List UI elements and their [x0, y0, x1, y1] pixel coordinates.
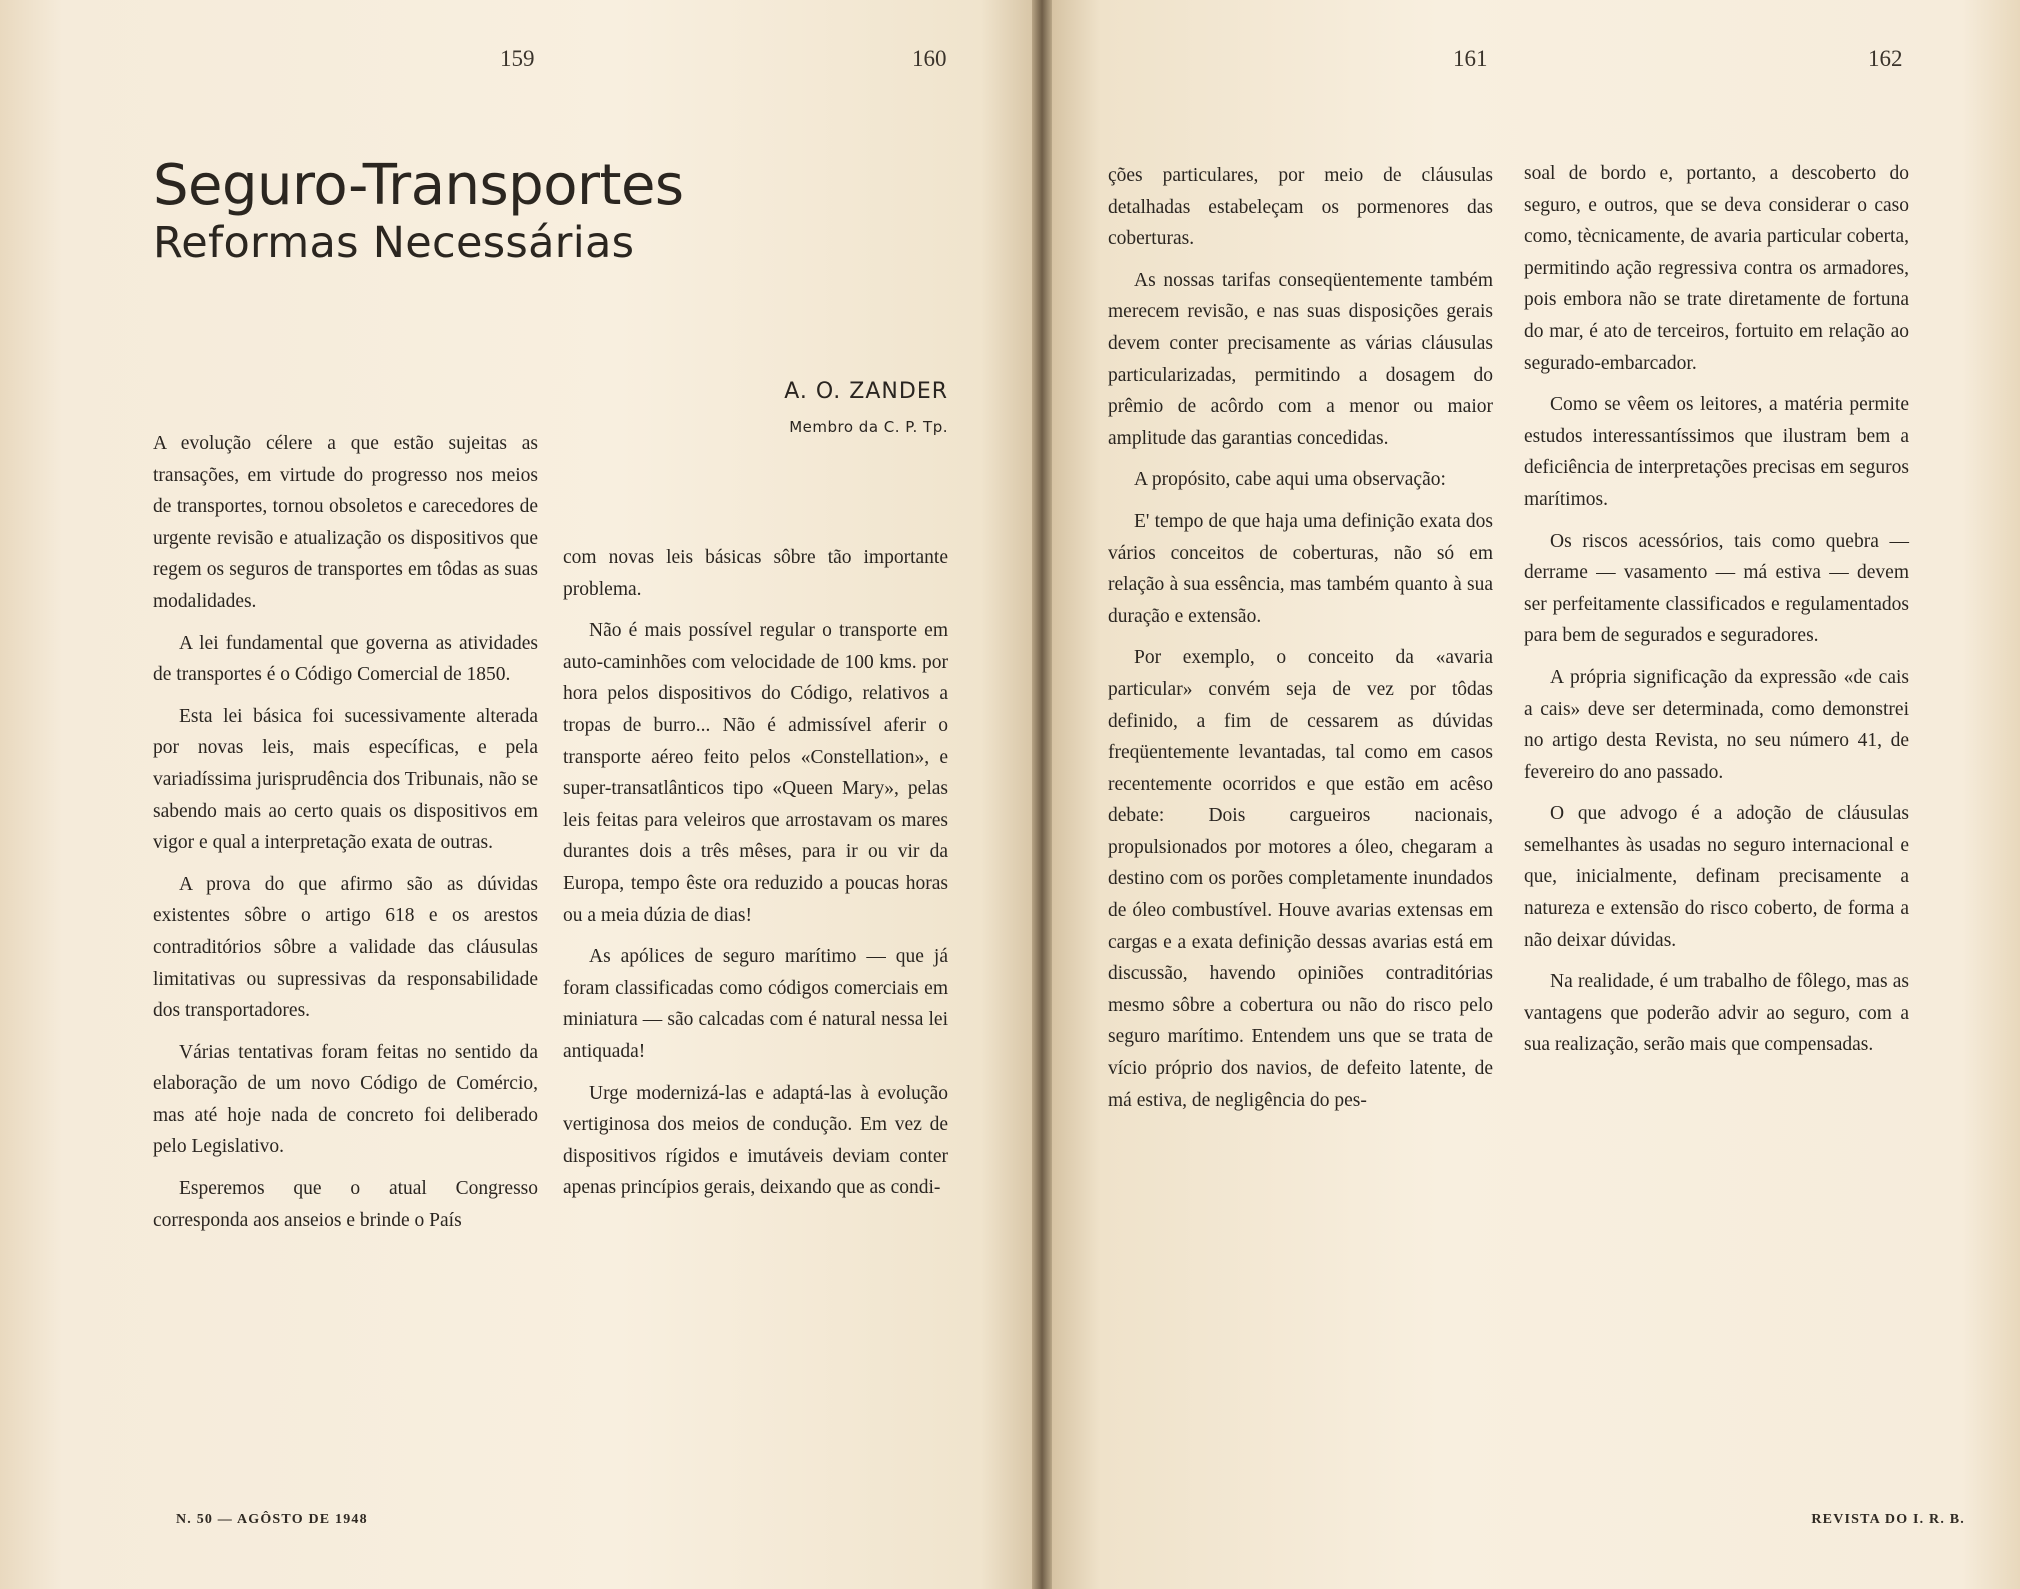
paragraph: Os riscos acessórios, tais como quebra — derrame — vasamento — má estiva — devem ser perfeitamente classificados e regulamentados para bem de segurados e seguradores. [1524, 530, 1909, 647]
author-role: Membro da C. P. Tp. [789, 417, 948, 436]
page-number: 161 [1453, 46, 1488, 71]
book-gutter [1032, 0, 1052, 1589]
right-page [1052, 0, 2020, 1589]
paragraph: com novas leis básicas sôbre tão importante problema. [563, 547, 948, 600]
text-column-1 [153, 428, 538, 1246]
text-column-2 [563, 379, 948, 1402]
page-number: 159 [500, 46, 535, 71]
paragraph: ções particulares, por meio de cláusulas detalhadas estabeleçam os pormenores das coberturas. [1108, 165, 1493, 250]
paragraph: Várias tentativas foram feitas no sentido da elaboração de um novo Código de Comércio, mas até hoje nada de concreto foi deliberado pelo Legislativo. [153, 1041, 538, 1158]
paragraph: Esta lei básica foi sucessivamente alterada por novas leis, mais específicas, e pela variadíssima jurisprudência dos Tribunais, não se sabendo mais ao certo quais os dispositivos em vigor e qual a interpretação exata de outras. [153, 705, 538, 854]
paragraph: As apólices de seguro marítimo — que já foram classificadas como códigos comerciais em miniatura — são calcadas com é natural nessa lei antiquada! [563, 946, 948, 1062]
page-number: 162 [1868, 46, 1903, 71]
author-name: A. O. ZANDER [784, 379, 948, 404]
paragraph: O que advogo é a adoção de cláusulas semelhantes às usadas no seguro internacional e que, inicialmente, definam precisamente a natureza e extensão do risco coberto, de forma a não deixar dúvidas. [1524, 803, 1909, 951]
article-subtitle: Reformas Necessárias [153, 218, 635, 268]
paragraph: soal de bordo e, portanto, a descoberto do seguro, e outros, que se deva considerar o caso como, tècnicamente, de avaria particular coberta, permitindo ação regressiva contra os armadores, pois embora não se trate diretamente de fortuna do mar, é ato de terceiros, fortuito em relação ao segurado-embarcador. [1524, 163, 1909, 374]
text-column-3 [1108, 160, 1493, 1126]
paragraph: Por exemplo, o conceito da «avaria particular» convém seja de vez por tôdas definido, a fim de cessarem as dúvidas freqüentemente levantadas, tal como em casos recentemente ocorridos e que estão em acêso debate: Dois cargueiros nacionais, propulsionados por motores a óleo, chegaram a destino com os porões completamente inundados de óleo combustível. Houve avarias extensas em cargas e a exata definição dessas avarias está em discussão, havendo opiniões contraditórias mesmo sôbre a cobertura ou não do risco pelo seguro marítimo. Entendem uns que se trata de vício próprio dos navios, de defeito latente, de má estiva, de negligência do pes- [1108, 647, 1493, 1111]
paragraph: As nossas tarifas conseqüentemente também merecem revisão, e nas suas disposições gerais devem conter precisamente as várias cláusulas particularizadas, permitindo a dosagem do prêmio de acôrdo com a menor ou maior amplitude das garantias concedidas. [1108, 269, 1493, 449]
paragraph: A lei fundamental que governa as atividades de transportes é o Código Comercial de 1850. [153, 632, 538, 686]
article-title: Seguro-Transportes [153, 153, 684, 218]
page-footer: N. 50 — AGÔSTO DE 1948 [176, 1512, 368, 1527]
author-block [688, 376, 948, 443]
paragraph: Na realidade, é um trabalho de fôlego, mas as vantagens que poderão advir ao seguro, com a sua realização, serão mais que compensadas. [1524, 971, 1909, 1056]
paragraph: A própria significação da expressão «de cais a cais» deve ser determinada, como demonstrei no artigo desta Revista, no seu número 41, de fevereiro do ano passado. [1524, 666, 1909, 783]
paragraph: Não é mais possível regular o transporte em auto-caminhões com velocidade de 100 kms. por hora pelos dispositivos do Código, relativos a tropas de burro... Não é admissível aferir o transporte aéreo feito pelos «Constellation», e super-transatlânticos tipo «Queen Mary», pelas leis feitas para veleiros que arrostavam os mares durantes dois a três mêses, para ir ou vir da Europa, tempo êste ora reduzido a poucas horas ou a meia dúzia de dias! [563, 620, 948, 926]
paragraph: Como se vêem os leitores, a matéria permite estudos interessantíssimos que ilustram bem a deficiência de interpretações precisas em seguros marítimos. [1524, 394, 1909, 510]
paragraph: A evolução célere a que estão sujeitas as transações, em virtude do progresso nos meios de transportes, tornou obsoletos e carecedores de urgente revisão e atualização os dispositivos que regem os seguros de transportes em tôdas as suas modalidades. [153, 433, 538, 612]
paragraph: A propósito, cabe aqui uma observação: [1134, 469, 1446, 491]
paragraph: Esperemos que o atual Congresso corresponda aos anseios e brinde o País [153, 1178, 538, 1231]
page-footer: REVISTA DO I. R. B. [1811, 1512, 1965, 1527]
paragraph: A prova do que afirmo são as dúvidas existentes sôbre o artigo 618 e os arestos contraditórios sôbre a validade das cláusulas limitativas ou supressivas da responsabilidade dos transportadores. [153, 873, 538, 1022]
paragraph: E' tempo de que haja uma definição exata dos vários conceitos de coberturas, não só em relação à sua essência, mas também quanto à sua duração e extensão. [1108, 510, 1493, 627]
paragraph: Urge modernizá-las e adaptá-las à evolução vertiginosa dos meios de condução. Em vez de dispositivos rígidos e imutáveis deviam conter apenas princípios gerais, deixando que as condi- [563, 1082, 948, 1199]
page-number: 160 [912, 46, 947, 71]
text-column-4 [1524, 158, 1909, 1071]
